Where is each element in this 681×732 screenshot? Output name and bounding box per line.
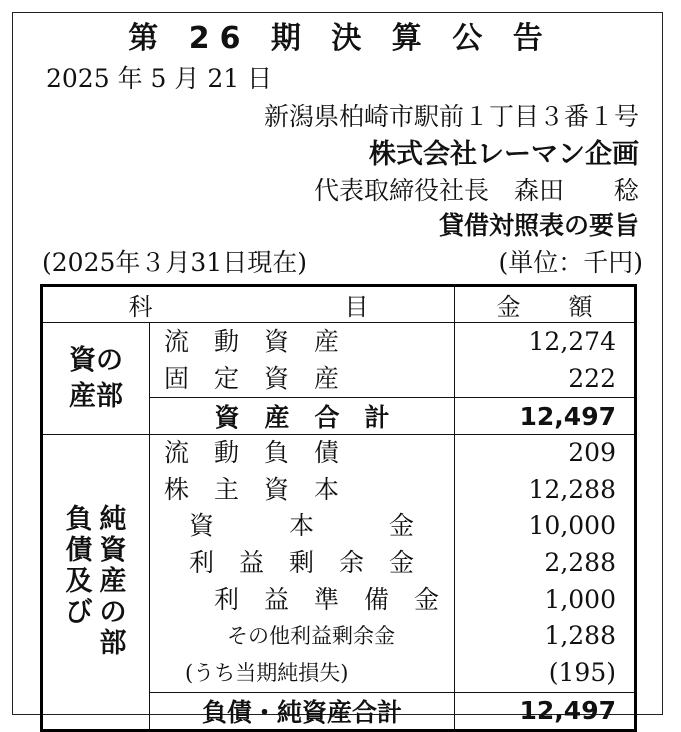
liabilities-item-value: 1,288 bbox=[544, 621, 616, 651]
group-char: 部 bbox=[99, 628, 127, 660]
assets-item-value: 222 bbox=[568, 364, 616, 393]
liabilities-section bbox=[42, 435, 636, 693]
assets-item-label: 固 定 資 産 bbox=[164, 364, 340, 393]
liabilities-item-value: (195) bbox=[548, 658, 616, 688]
assets-section bbox=[42, 323, 636, 398]
group-char: 産 bbox=[99, 566, 127, 598]
liabilities-item-label: その他利益剰余金 bbox=[164, 624, 395, 649]
assets-group-line-1: 資の bbox=[69, 345, 123, 377]
table-header-row bbox=[42, 286, 636, 323]
liabilities-item-value: 2,288 bbox=[544, 548, 616, 578]
assets-item-value: 12,274 bbox=[528, 327, 616, 356]
assets-amounts bbox=[455, 323, 636, 398]
company-name: 株式会社レーマン企画 bbox=[369, 139, 639, 170]
liabilities-item-label: 資 本 金 bbox=[164, 511, 415, 541]
liabilities-item-value: 12,288 bbox=[528, 474, 616, 504]
liabilities-item-value: 1,000 bbox=[544, 584, 616, 614]
balance-sheet-table bbox=[40, 284, 637, 732]
assets-total-label: 資 産 合 計 bbox=[150, 398, 455, 435]
as-of-date: (2025年３月31日現在) bbox=[42, 248, 307, 277]
liabilities-item-value: 10,000 bbox=[528, 511, 616, 541]
group-char: び bbox=[65, 597, 93, 629]
liabilities-item-value: 209 bbox=[568, 438, 616, 467]
assets-items bbox=[150, 323, 455, 398]
liabilities-item-label: 流 動 負 債 bbox=[164, 438, 340, 467]
liabilities-item-label: 利 益 準 備 金 bbox=[164, 584, 440, 614]
representative: 代表取締役社長 森田 稔 bbox=[313, 176, 639, 205]
liabilities-items bbox=[150, 435, 455, 693]
liabilities-group-label bbox=[42, 435, 150, 731]
group-char: 純 bbox=[99, 504, 127, 536]
unit-label: (単位：千円) bbox=[498, 248, 643, 277]
group-char: 及 bbox=[65, 566, 93, 598]
notice-title: 第 26 期 決 算 公 告 bbox=[128, 21, 553, 56]
liabilities-group-col-1 bbox=[62, 504, 96, 628]
header-amount: 金 額 bbox=[455, 286, 636, 323]
liabilities-item-label: (うち当期純損失) bbox=[164, 661, 349, 686]
liabilities-total-value: 12,497 bbox=[455, 692, 636, 730]
liabilities-total-label: 負債・純資産合計 bbox=[150, 692, 455, 730]
group-char: 資 bbox=[99, 535, 127, 567]
company-address: 新潟県柏崎市駅前１丁目３番１号 bbox=[263, 102, 639, 131]
assets-item-label: 流 動 資 産 bbox=[164, 327, 340, 356]
liabilities-item-label: 株 主 資 本 bbox=[164, 474, 340, 504]
liabilities-item-label: 利 益 剰 余 金 bbox=[164, 548, 415, 578]
assets-total-value: 12,497 bbox=[455, 398, 636, 435]
assets-group-label bbox=[42, 323, 150, 435]
notice-date: 2025 年 5 月 21 日 bbox=[46, 64, 273, 93]
header-item: 科 目 bbox=[42, 286, 455, 323]
group-char: の bbox=[99, 597, 127, 629]
assets-group-line-2: 産部 bbox=[69, 380, 123, 412]
liabilities-group-col-2 bbox=[96, 504, 130, 659]
liabilities-amounts bbox=[455, 435, 636, 693]
group-char: 負 bbox=[65, 504, 93, 536]
balance-sheet-title: 貸借対照表の要旨 bbox=[438, 211, 639, 240]
group-char: 債 bbox=[65, 535, 93, 567]
